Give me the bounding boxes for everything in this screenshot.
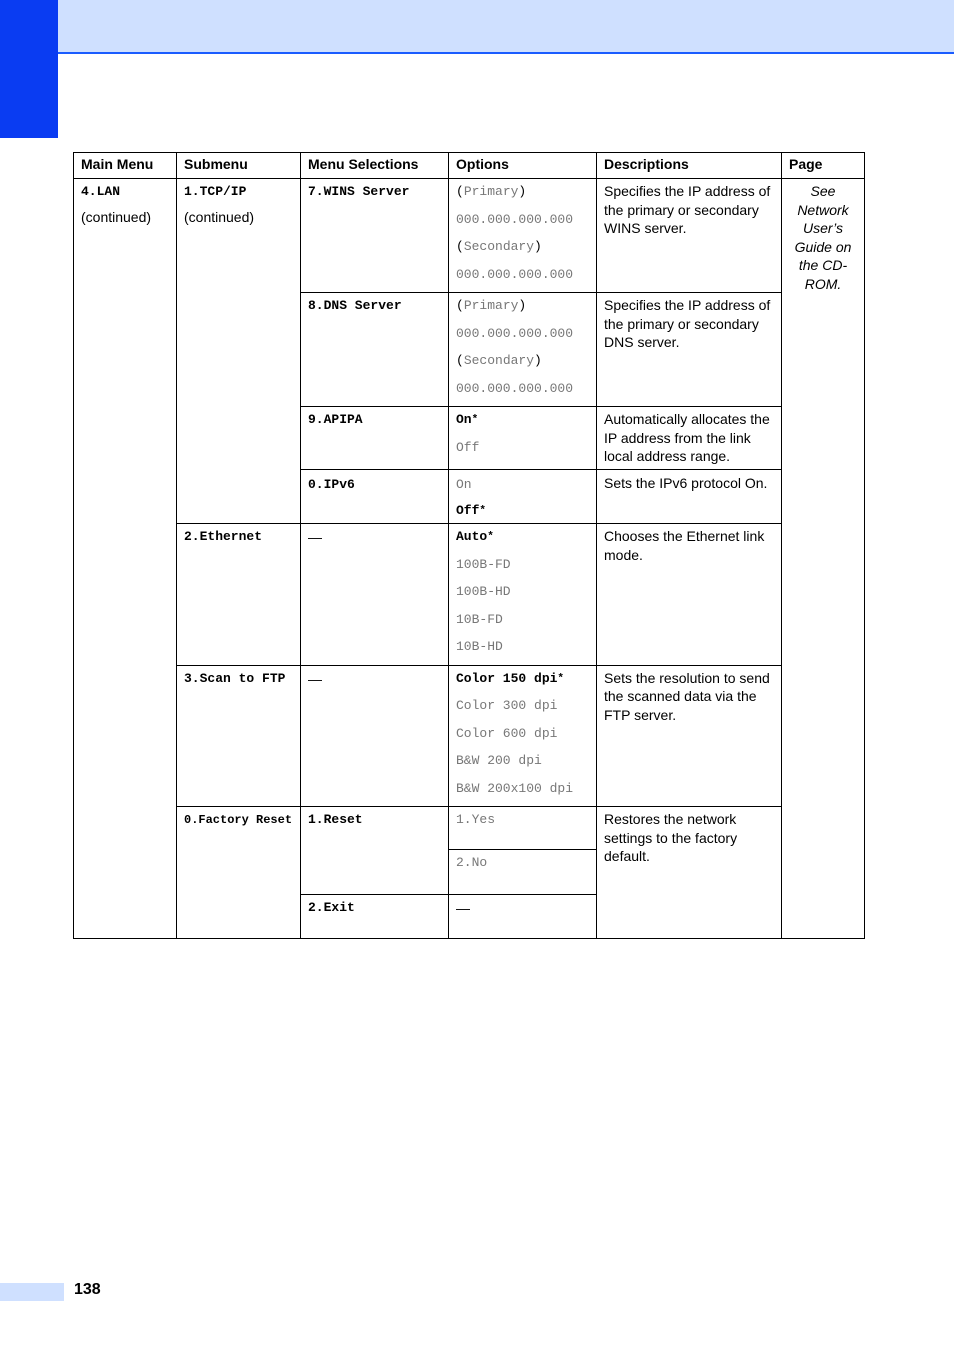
selection-exit-label: 2.Exit bbox=[308, 900, 355, 915]
options-ipv6 bbox=[449, 470, 597, 524]
selection-wins-label: 7.WINS Server bbox=[308, 184, 410, 199]
header-page: Page bbox=[782, 153, 865, 179]
header-main-menu: Main Menu bbox=[74, 153, 177, 179]
selection-ethernet bbox=[301, 524, 449, 666]
option-on-default bbox=[456, 410, 589, 438]
selection-apipa-label: 9.APIPA bbox=[308, 412, 363, 427]
default-marker: * bbox=[479, 505, 487, 517]
header-band bbox=[58, 0, 954, 54]
option-secondary-value: 000.000.000.000 bbox=[456, 380, 574, 396]
option-color-300: Color 300 dpi bbox=[456, 698, 558, 713]
option-secondary-label: Secondary bbox=[463, 239, 535, 254]
selection-ipv6-label: 0.IPv6 bbox=[308, 477, 355, 492]
option-off: Off bbox=[456, 439, 480, 455]
default-marker: * bbox=[557, 672, 565, 685]
option-no-cell bbox=[449, 850, 596, 881]
submenu-tcpip-label: 1.TCP/IP bbox=[184, 184, 247, 199]
option-color-150-default bbox=[456, 669, 589, 697]
options-apipa bbox=[449, 407, 597, 470]
options-reset bbox=[449, 807, 597, 895]
table-row bbox=[74, 807, 865, 895]
description-ethernet-text: Chooses the Ethernet link mode. bbox=[604, 528, 765, 563]
chapter-tab bbox=[0, 0, 58, 138]
selection-dash: — bbox=[308, 529, 322, 545]
selection-dash: — bbox=[308, 670, 322, 687]
selection-apipa bbox=[301, 407, 449, 470]
options-exit bbox=[449, 895, 597, 939]
description-apipa bbox=[597, 407, 782, 470]
option-100b-fd: 100B-FD bbox=[456, 556, 511, 572]
table-row bbox=[74, 665, 865, 807]
selection-wins bbox=[301, 179, 449, 293]
submenu-ethernet-cell bbox=[177, 524, 301, 666]
main-menu-label: 4.LAN bbox=[81, 184, 121, 199]
option-bw-200: B&W 200 dpi bbox=[456, 753, 542, 768]
option-secondary: (Secondary) bbox=[456, 353, 542, 368]
header-row bbox=[74, 153, 865, 179]
options-scan-ftp bbox=[449, 665, 597, 807]
table-row bbox=[74, 179, 865, 293]
description-apipa-text: Automatically allocates the IP address from the link local address range. bbox=[604, 411, 770, 464]
submenu-factory-reset-cell bbox=[177, 807, 301, 939]
option-yes-cell bbox=[449, 807, 596, 850]
header-options: Options bbox=[449, 153, 597, 179]
description-ipv6-text: Sets the IPv6 protocol On. bbox=[604, 475, 768, 491]
description-scan-ftp bbox=[597, 665, 782, 807]
page-cell bbox=[782, 179, 865, 939]
table-row bbox=[74, 524, 865, 666]
option-color-150-label: Color 150 dpi bbox=[456, 670, 558, 686]
option-primary: (Primary) bbox=[456, 298, 527, 313]
option-secondary-value: 000.000.000.000 bbox=[456, 266, 574, 282]
option-10b-fd: 10B-FD bbox=[456, 611, 503, 627]
selection-ipv6 bbox=[301, 470, 449, 524]
header-menu-selections: Menu Selections bbox=[301, 153, 449, 179]
option-color-600: Color 600 dpi bbox=[456, 725, 558, 741]
page-reference: See Network User’s Guide on the CD-ROM. bbox=[794, 183, 852, 292]
selection-scan-ftp bbox=[301, 665, 449, 807]
options-ethernet bbox=[449, 524, 597, 666]
header-descriptions: Descriptions bbox=[597, 153, 782, 179]
default-marker: * bbox=[471, 414, 479, 426]
option-on-label: On bbox=[456, 412, 472, 427]
menu-table bbox=[73, 152, 865, 939]
description-factory-reset bbox=[597, 807, 782, 939]
option-on: On bbox=[456, 477, 472, 492]
submenu-scan-ftp-label: 3.Scan to FTP bbox=[184, 670, 286, 686]
options-wins bbox=[449, 179, 597, 293]
option-secondary-label: Secondary bbox=[463, 353, 535, 368]
selection-reset bbox=[301, 807, 449, 895]
option-primary: (Primary) bbox=[456, 184, 527, 199]
option-bw-200x100: B&W 200x100 dpi bbox=[456, 780, 574, 796]
option-10b-hd: 10B-HD bbox=[456, 639, 503, 654]
header-submenu: Submenu bbox=[177, 153, 301, 179]
description-scan-ftp-text: Sets the resolution to send the scanned data via the FTP server. bbox=[604, 669, 770, 723]
option-secondary: (Secondary) bbox=[456, 239, 542, 254]
option-off-default bbox=[456, 501, 589, 523]
option-yes: 1.Yes bbox=[456, 812, 496, 827]
submenu-ethernet-label: 2.Ethernet bbox=[184, 529, 263, 544]
selection-dns bbox=[301, 293, 449, 407]
option-primary-value: 000.000.000.000 bbox=[456, 325, 574, 341]
description-dns bbox=[597, 293, 782, 407]
selection-exit bbox=[301, 895, 449, 939]
selection-reset-label: 1.Reset bbox=[308, 812, 363, 827]
option-auto-label: Auto bbox=[456, 529, 488, 544]
submenu-tcpip-cell bbox=[177, 179, 301, 524]
option-primary-value: 000.000.000.000 bbox=[456, 211, 574, 227]
option-no: 2.No bbox=[456, 855, 488, 870]
submenu-factory-reset-label: 0.Factory Reset bbox=[184, 813, 293, 827]
description-ethernet bbox=[597, 524, 782, 666]
submenu-scan-ftp-cell bbox=[177, 665, 301, 807]
selection-dns-label: 8.DNS Server bbox=[308, 298, 402, 313]
option-dash: — bbox=[456, 900, 470, 916]
description-factory-reset-text: Restores the network settings to the factory default. bbox=[604, 811, 738, 864]
option-auto-default bbox=[456, 527, 589, 555]
page-number: 138 bbox=[74, 1281, 101, 1298]
option-primary-label: Primary bbox=[463, 298, 519, 313]
main-menu-note: (continued) bbox=[81, 209, 152, 225]
main-menu-cell bbox=[74, 179, 177, 939]
option-off-label: Off bbox=[456, 503, 480, 518]
options-dns bbox=[449, 293, 597, 407]
footer-bar bbox=[0, 1283, 64, 1301]
description-ipv6 bbox=[597, 470, 782, 524]
default-marker: * bbox=[487, 531, 494, 543]
description-wins bbox=[597, 179, 782, 293]
description-dns-text: Specifies the IP address of the primary or secondary DNS server. bbox=[604, 297, 771, 350]
option-100b-hd: 100B-HD bbox=[456, 584, 511, 599]
description-wins-text: Specifies the IP address of the primary or secondary WINS server. bbox=[604, 183, 771, 236]
submenu-tcpip-note: (continued) bbox=[184, 209, 255, 225]
option-primary-label: Primary bbox=[463, 184, 519, 199]
